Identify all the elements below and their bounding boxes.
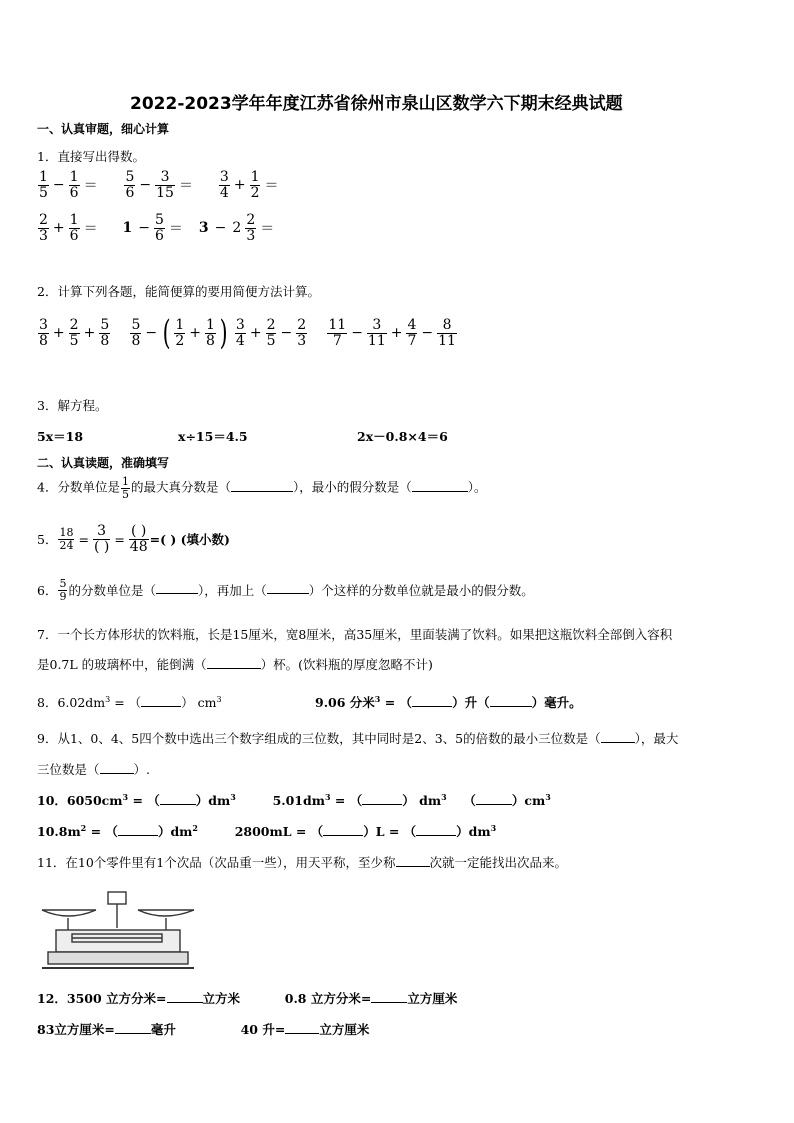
page-title: 2022-2023学年年度江苏省徐州市泉山区数学六下期末经典试题 [130, 94, 623, 114]
q1-row-1 [37, 170, 281, 200]
question-6: 6． $\frac{5}{9}$ 的分数单位是（ ），再加上（ ）个这样的分数单位就是最小的假分数。 [37, 577, 534, 603]
q12-blank-1[interactable] [167, 990, 203, 1003]
q5-fraction-b[interactable]: $\frac{3}{( )}$ [93, 523, 110, 555]
q2-expressions [37, 313, 458, 353]
q6-blank-2[interactable] [267, 581, 309, 594]
q5-tail: =( ) (填小数) [149, 532, 230, 548]
section-1-heading: 一、认真审题，细心计算 [37, 122, 170, 136]
q4-blank-2[interactable] [412, 479, 468, 492]
q2-expr-4: $\frac{11}{7}$ − $\frac{3}{11}$ + $\frac{4}{7}$ − $\frac{8}{11}$ [328, 316, 456, 349]
q5-fraction-a: $\frac{18}{24}$ [59, 526, 74, 552]
q10-blank-5[interactable] [323, 823, 363, 836]
section-2-heading: 二、认真读题，准确填写 [37, 456, 170, 470]
q5-fraction-c[interactable]: $\frac{( )}{48}$ [129, 523, 148, 555]
q8-blank-1[interactable] [141, 694, 181, 707]
question-4: 4．分数单位是 $\frac{1}{5}$ 的最大真分数是（ ），最小的假分数是（ ）。 [37, 475, 487, 501]
q1-expr-6: 3 − 2 $\frac{2}{3}$ ＝ [198, 212, 275, 244]
q11-blank[interactable] [396, 854, 430, 867]
q1-expr-1: $\frac{1}{5}$ − $\frac{1}{6}$ ＝ [39, 169, 98, 201]
question-1-label: 1．直接写出得数。 [37, 149, 145, 164]
q10-blank-1[interactable] [160, 792, 196, 805]
question-12-row-1: 12．3500 立方分米= 立方米 0.8 立方分米= 立方厘米 [37, 991, 458, 1006]
question-9-06: 9.06 分米$^3$ = （ ）升（ ）毫升。 [315, 693, 582, 710]
q6-fraction: $\frac{5}{9}$ [59, 577, 67, 603]
q1-expr-5: 1 − $\frac{5}{6}$ ＝ [122, 212, 183, 244]
q1-expr-2: $\frac{5}{6}$ − $\frac{3}{15}$ ＝ [125, 169, 193, 201]
q4-fraction: $\frac{1}{5}$ [121, 475, 129, 501]
equation-3: 2x－0.8×4＝6 [357, 429, 448, 444]
q2-expr-3: $\frac{3}{4}$ + $\frac{2}{5}$ − $\frac{2}{3}$ [235, 316, 307, 349]
q8-blank-3[interactable] [490, 694, 532, 707]
q10-blank-4[interactable] [118, 823, 158, 836]
q1-expr-4: $\frac{2}{3}$ + $\frac{1}{6}$ ＝ [39, 212, 98, 244]
q7-blank[interactable] [207, 656, 261, 669]
question-9-line-1: 9．从1、0、4、5四个数中选出三个数字组成的三位数，其中同时是2、3、5的倍数的最小三位数是（ ），最大 [37, 731, 679, 746]
question-8: 8．$6.02dm^3$ = （ ） $cm^3$ [37, 694, 222, 710]
question-5: 5． $\frac{18}{24}$ = $\frac{3}{( )}$ = $\frac{( )}{48}$ =( ) (填小数) [37, 523, 230, 555]
q2-expr-2: $\frac{5}{8}$ − ( $\frac{1}{2}$ + $\frac{1}{8}$ ) [131, 313, 228, 353]
question-9-line-2: 三位数是（ ）. [37, 762, 150, 777]
q4-blank-1[interactable] [231, 479, 293, 492]
q1-expr-3: $\frac{3}{4}$ + $\frac{1}{2}$ ＝ [219, 169, 279, 201]
q10-blank-2[interactable] [362, 792, 402, 805]
question-7-line-1: 7．一个长方体形状的饮料瓶，长是15厘米，宽8厘米，高35厘米，里面装满了饮料。如果把这瓶饮料全部倒入容积 [37, 627, 673, 642]
question-3-label: 3．解方程。 [37, 398, 108, 413]
question-10-row-2: $10.8m^2$ = （ ）$dm^2$ 2800mL = （ ）L = （ ）$dm^3$ [37, 822, 497, 839]
question-7-line-2: 是0.7L 的玻璃杯中，能倒满（ ）杯。(饮料瓶的厚度忽略不计) [37, 657, 433, 672]
equation-1: 5x＝18 [37, 429, 84, 444]
q1-row-2 [37, 213, 277, 243]
q8-blank-2[interactable] [412, 694, 452, 707]
q12-blank-4[interactable] [285, 1021, 319, 1034]
question-11: 11．在10个零件里有1个次品（次品重一些），用天平称，至少称 次就一定能找出次品来。 [37, 855, 568, 870]
q9-blank-2[interactable] [100, 761, 134, 774]
balance-scale-icon [38, 888, 200, 972]
question-12-row-2: 83立方厘米= 毫升 40 升= 立方厘米 [37, 1022, 370, 1037]
q12-blank-3[interactable] [115, 1021, 151, 1034]
balance-scale-image [38, 888, 200, 972]
equation-2: x÷15＝4.5 [178, 429, 248, 444]
q9-blank-1[interactable] [601, 730, 635, 743]
question-10-row-1: 10．$6050cm^3$ = （ ）$dm^3$ $5.01dm^3$ = （ ） $dm^3$ （ ）$cm^3$ [37, 791, 551, 808]
q10-blank-6[interactable] [416, 823, 456, 836]
q12-blank-2[interactable] [371, 990, 407, 1003]
q2-expr-1: $\frac{3}{8}$ + $\frac{2}{5}$ + $\frac{5}{8}$ [39, 316, 110, 349]
question-2-label: 2．计算下列各题，能简便算的要用简便方法计算。 [37, 284, 320, 299]
q10-blank-3[interactable] [476, 792, 512, 805]
q6-blank-1[interactable] [156, 581, 198, 594]
